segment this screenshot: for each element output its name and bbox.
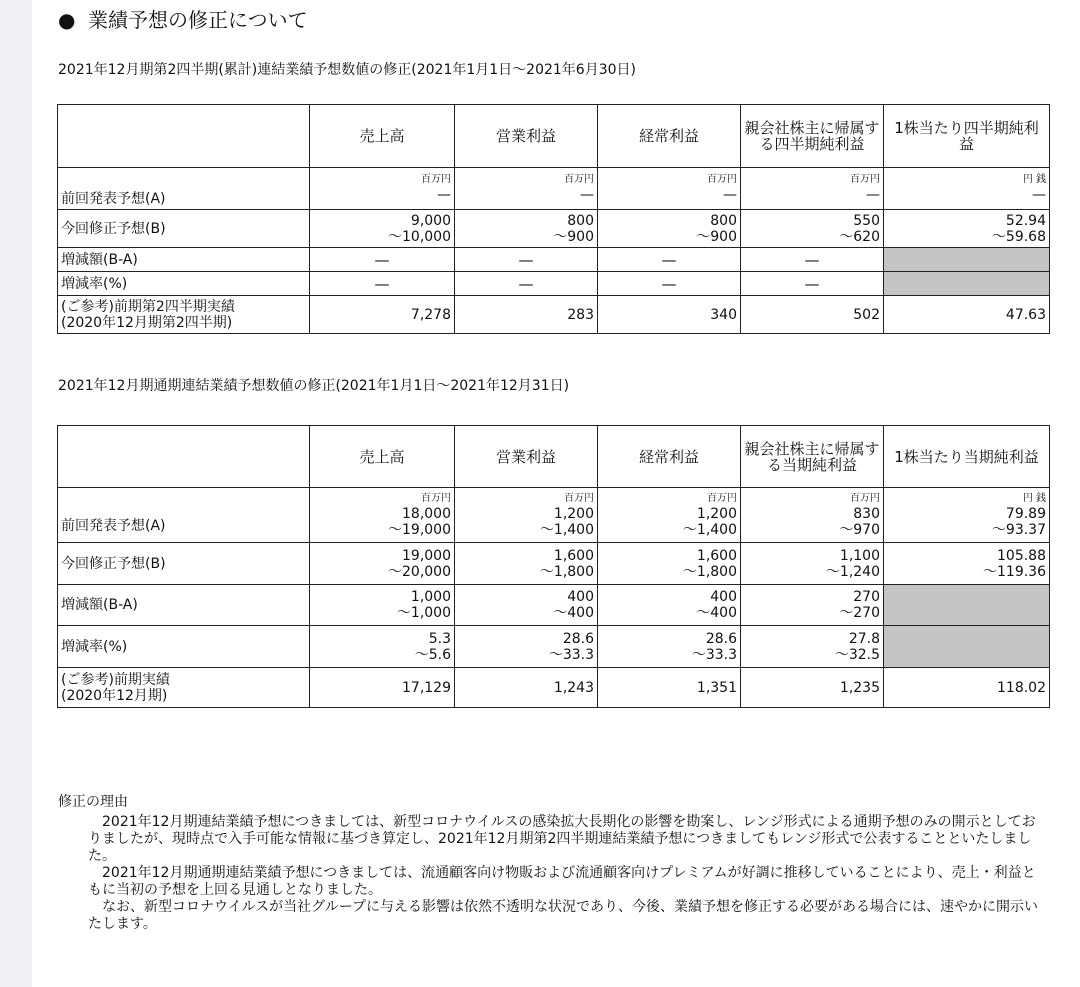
table-row: [58, 668, 1050, 708]
table2-header-eps: 1株当たり当期純利益: [884, 426, 1050, 488]
shaded-cell: [884, 585, 1050, 626]
table-cell: [598, 488, 741, 543]
table2-header-ordinary-profit: 経常利益: [598, 426, 741, 488]
section-heading-text: 業績予想の修正について: [88, 8, 308, 32]
section-heading: [58, 5, 308, 35]
table-cell: 283: [455, 296, 598, 334]
unit-label: 百万円: [850, 174, 880, 185]
table-row: [58, 488, 1050, 543]
table-cell: 800 ～900: [455, 210, 598, 248]
table-row: [58, 168, 1050, 210]
cell-value: 830 ～970: [839, 505, 880, 538]
cell-value: 79.89 ～93.37: [991, 505, 1046, 538]
table1-header-sales: 売上高: [310, 105, 455, 168]
row-label: 増減額(B-A): [58, 585, 310, 626]
table-cell: 800 ～900: [598, 210, 741, 248]
table1-header-row: [58, 105, 1050, 168]
table-cell: [455, 168, 598, 210]
table-cell: [455, 488, 598, 543]
table-cell: 1,600 ～1,800: [455, 543, 598, 585]
table-cell: —: [455, 272, 598, 296]
row-label: 増減額(B-A): [58, 248, 310, 272]
table-cell: —: [455, 248, 598, 272]
table-cell: 1,000 ～1,000: [310, 585, 455, 626]
table2-caption: 2021年12月期通期連結業績予想数値の修正(2021年1月1日～2021年12月31日): [58, 378, 570, 394]
table-cell: [310, 488, 455, 543]
table-cell: 1,600 ～1,800: [598, 543, 741, 585]
table-cell: 28.6 ～33.3: [598, 626, 741, 668]
unit-label: 円 銭: [1022, 174, 1046, 185]
table-cell: [741, 168, 884, 210]
table2-header-sales: 売上高: [310, 426, 455, 488]
table-cell: [598, 168, 741, 210]
table-cell: 400 ～400: [455, 585, 598, 626]
table-cell: 5.3 ～5.6: [310, 626, 455, 668]
table2-header-row: [58, 426, 1050, 488]
table-cell: 28.6 ～33.3: [455, 626, 598, 668]
table-row: [58, 248, 1050, 272]
unit-label: 百万円: [707, 174, 737, 185]
table-cell: 52.94 ～59.68: [884, 210, 1050, 248]
table-row: [58, 626, 1050, 668]
unit-label: 百万円: [564, 492, 594, 504]
table1-corner-cell: [58, 105, 310, 168]
table-cell: 340: [598, 296, 741, 334]
table-cell: 550 ～620: [741, 210, 884, 248]
table-row: [58, 585, 1050, 626]
table2: [57, 425, 1050, 708]
row-label: 増減率(%): [58, 272, 310, 296]
table-cell: [741, 488, 884, 543]
shaded-cell: [884, 248, 1050, 272]
table-cell: —: [741, 272, 884, 296]
table-cell: —: [598, 272, 741, 296]
table2-header-net-profit: 親会社株主に帰属する当期純利益: [741, 426, 884, 488]
table1-header-eps: 1株当たり四半期純利益: [884, 105, 1050, 168]
cell-value: —: [866, 187, 880, 203]
table-cell: 1,351: [598, 668, 741, 708]
table-cell: 1,100 ～1,240: [741, 543, 884, 585]
table-cell: —: [310, 272, 455, 296]
table-cell: 502: [741, 296, 884, 334]
shaded-cell: [884, 272, 1050, 296]
cell-value: 1,200 ～1,400: [682, 505, 737, 538]
unit-label: 百万円: [564, 174, 594, 185]
row-label: (ご参考)前期実績 (2020年12月期): [58, 668, 310, 708]
table1-header-net-profit: 親会社株主に帰属する四半期純利益: [741, 105, 884, 168]
unit-label: 百万円: [707, 492, 737, 504]
table-cell: 27.8 ～32.5: [741, 626, 884, 668]
revision-reason-paragraph: なお、新型コロナウイルスが当社グループに与える影響は依然不透明な状況であり、今後、業績予想を修正する必要がある場合には、速やかに開示いたします。: [88, 899, 1039, 932]
table-cell: —: [741, 248, 884, 272]
unit-label: 百万円: [421, 174, 451, 185]
revision-reason: [58, 794, 1048, 933]
table-cell: [884, 488, 1050, 543]
revision-reason-title: 修正の理由: [58, 794, 128, 810]
row-label: 今回修正予想(B): [58, 543, 310, 585]
table-row: [58, 296, 1050, 334]
table-cell: 9,000 ～10,000: [310, 210, 455, 248]
table-cell: 1,243: [455, 668, 598, 708]
table1-header-ordinary-profit: 経常利益: [598, 105, 741, 168]
table-cell: 118.02: [884, 668, 1050, 708]
table-cell: 105.88 ～119.36: [884, 543, 1050, 585]
table-row: [58, 210, 1050, 248]
cell-value: —: [723, 187, 737, 203]
bullet-icon: ●: [58, 8, 76, 32]
table-cell: [310, 168, 455, 210]
revision-reason-paragraph: 2021年12月期通期連結業績予想につきましては、流通顧客向け物販および流通顧客向けプレミアムが好調に推移していることにより、売上・利益ともに当初の予想を上回る見通しとなりました。: [88, 865, 1036, 898]
row-label: 前回発表予想(A): [58, 168, 310, 210]
row-label: 増減率(%): [58, 626, 310, 668]
cell-value: —: [1032, 187, 1046, 203]
table-cell: —: [310, 248, 455, 272]
row-label: (ご参考)前期第2四半期実績 (2020年12月期第2四半期): [58, 296, 310, 334]
table-cell: 19,000 ～20,000: [310, 543, 455, 585]
table1: [57, 104, 1050, 334]
table-cell: 47.63: [884, 296, 1050, 334]
cell-value: 18,000 ～19,000: [388, 505, 451, 538]
cell-value: 1,200 ～1,400: [539, 505, 594, 538]
table1-header-operating-profit: 営業利益: [455, 105, 598, 168]
table-row: [58, 543, 1050, 585]
row-label: 前回発表予想(A): [58, 488, 310, 543]
cell-value: —: [580, 187, 594, 203]
table-row: [58, 272, 1050, 296]
table2-corner-cell: [58, 426, 310, 488]
table-cell: 17,129: [310, 668, 455, 708]
row-label: 今回修正予想(B): [58, 210, 310, 248]
unit-label: 百万円: [421, 492, 451, 504]
unit-label: 円 銭: [1022, 492, 1046, 504]
table-cell: —: [598, 248, 741, 272]
left-margin: [0, 0, 32, 987]
table-cell: 400 ～400: [598, 585, 741, 626]
shaded-cell: [884, 626, 1050, 668]
table-cell: 7,278: [310, 296, 455, 334]
revision-reason-paragraph: 2021年12月期連結業績予想につきましては、新型コロナウイルスの感染拡大長期化の影響を勘案し、レンジ形式による通期予想のみの開示としておりましたが、現時点で入手可能な情報に基づき算定し、2021年12月期第2四半期連結業績予想につきましてもレンジ形式で公表することといたしました。: [88, 814, 1036, 864]
table1-caption: 2021年12月期第2四半期(累計)連結業績予想数値の修正(2021年1月1日～2021年6月30日): [58, 62, 636, 78]
cell-value: —: [437, 187, 451, 203]
unit-label: 百万円: [850, 492, 880, 504]
table2-header-operating-profit: 営業利益: [455, 426, 598, 488]
table-cell: 270 ～270: [741, 585, 884, 626]
table-cell: 1,235: [741, 668, 884, 708]
table-cell: [884, 168, 1050, 210]
